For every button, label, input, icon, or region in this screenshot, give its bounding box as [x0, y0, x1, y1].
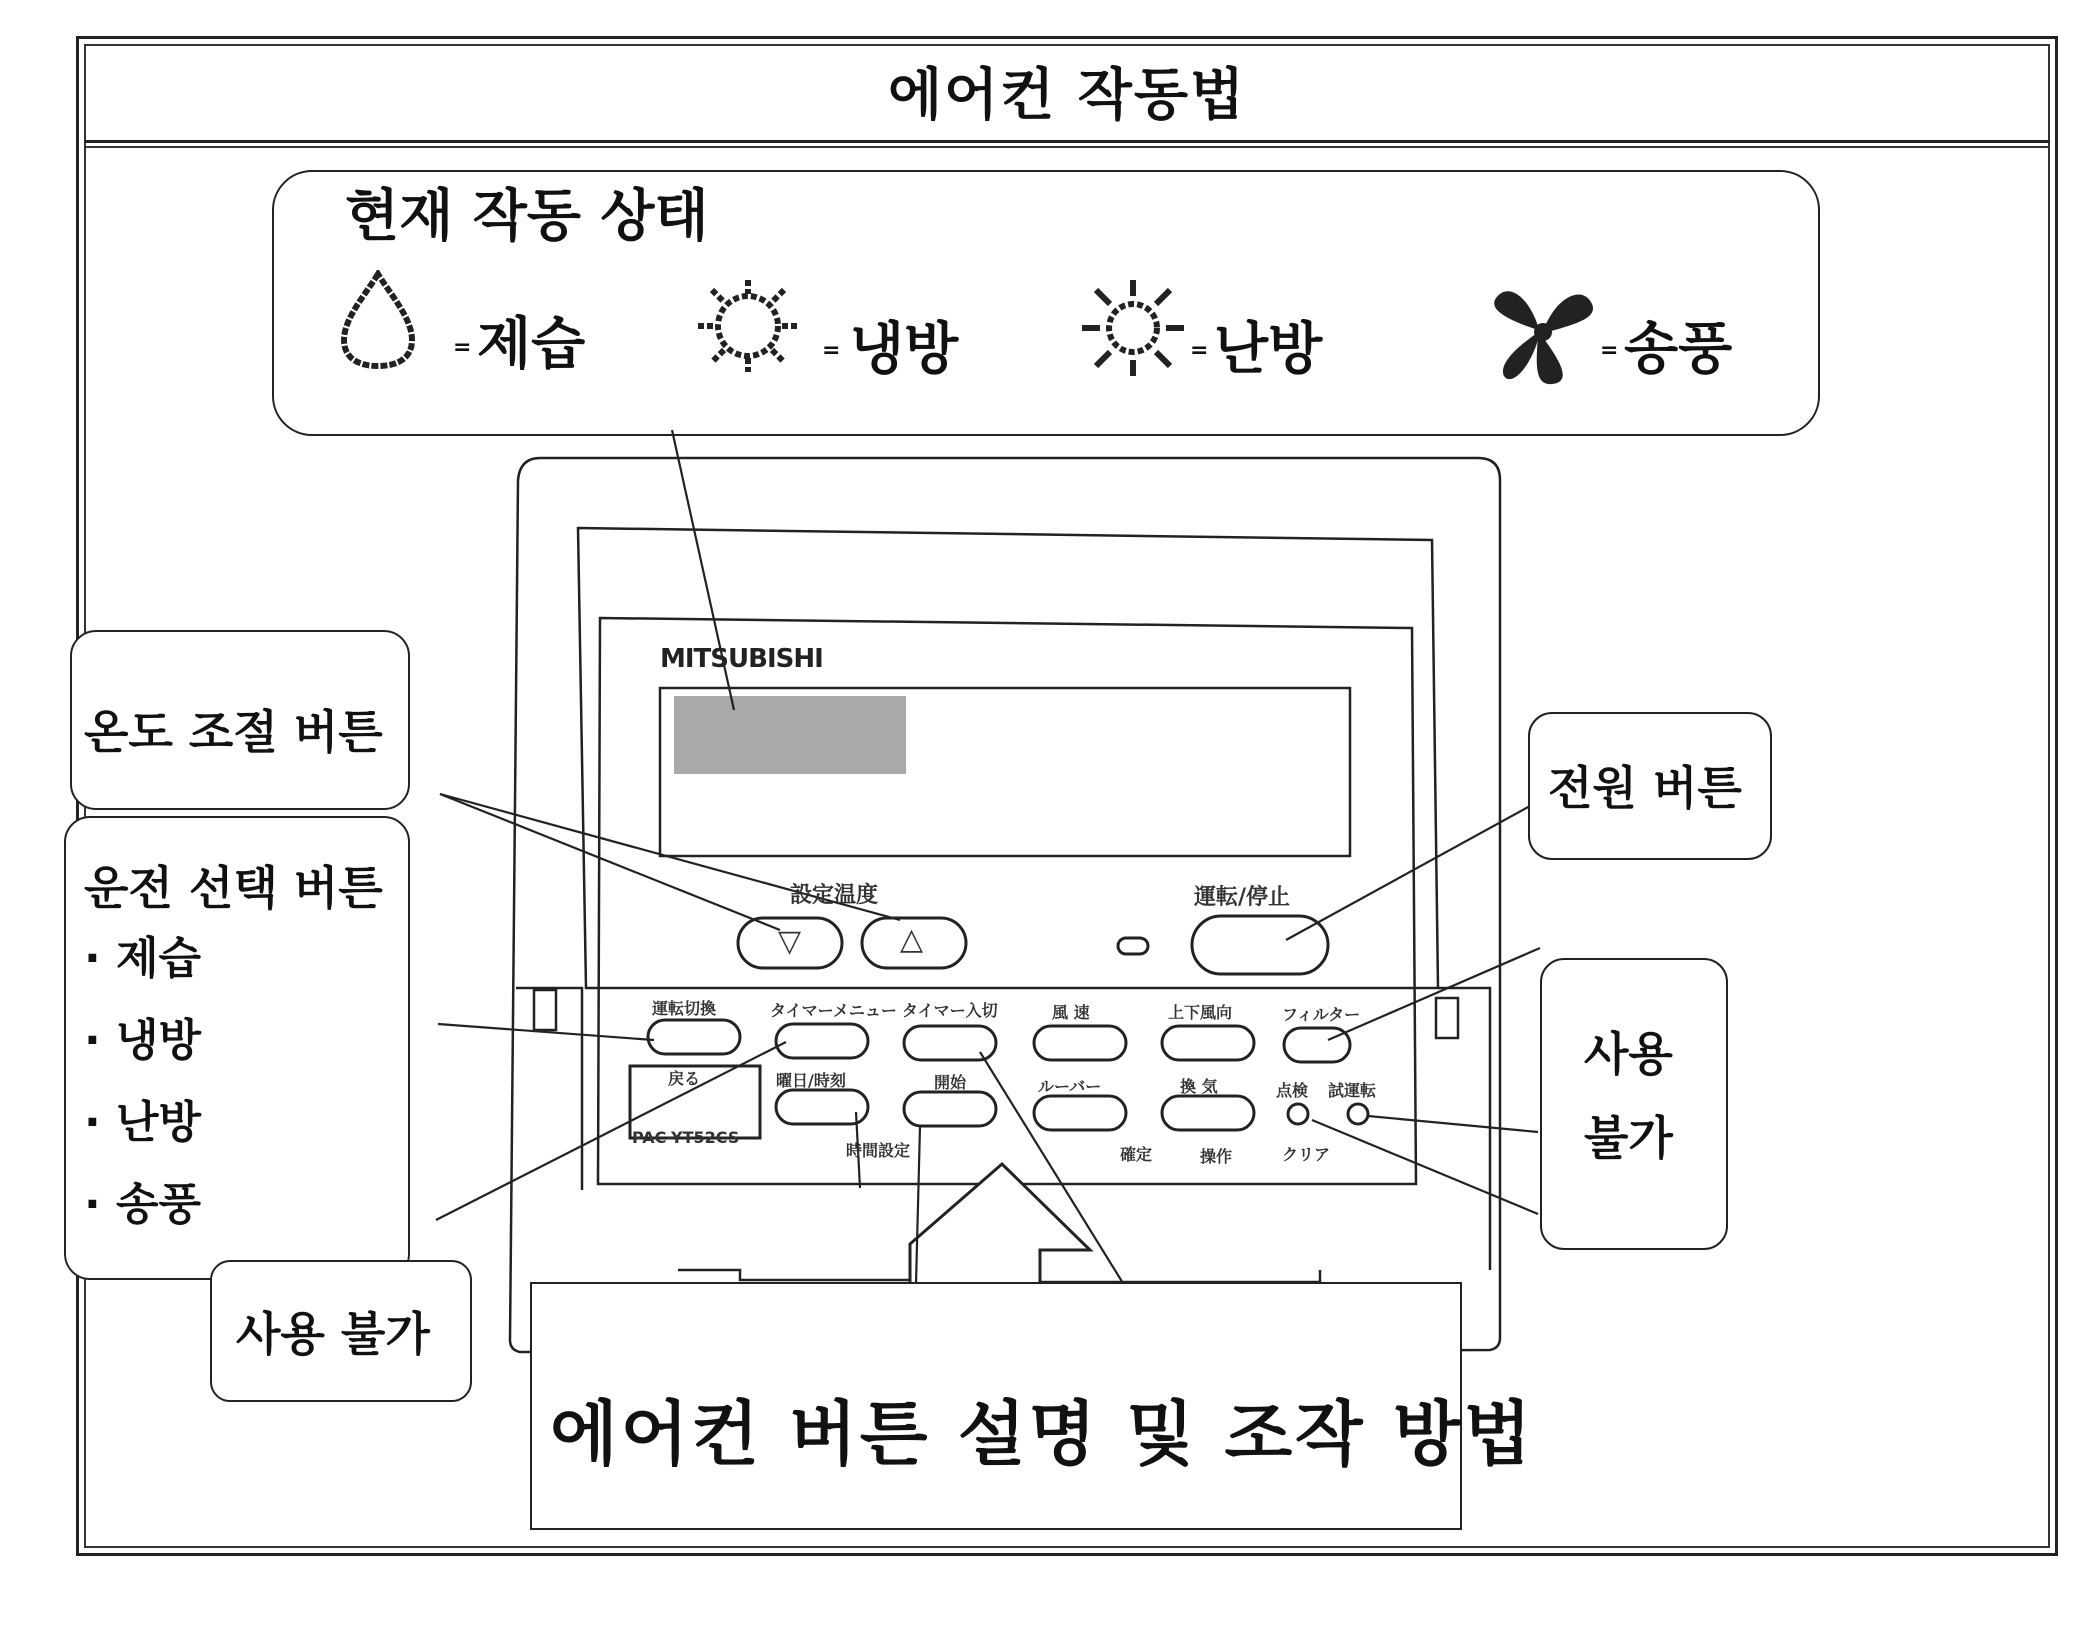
status-heading: 현재 작동 상태 — [345, 184, 709, 249]
remote-label-vane: 上下風向 — [1168, 1003, 1233, 1022]
brand-logo: MITSUBISHI — [660, 644, 823, 674]
remote-label-return: 戻る — [668, 1069, 701, 1088]
unavailable-label-right-1: 사용 — [1584, 1027, 1673, 1081]
set-temp-label: 設定温度 — [790, 883, 879, 908]
remote-label-timer-menu: タイマーメニュー — [770, 1001, 897, 1020]
remote-label-louver: ルーバー — [1038, 1077, 1102, 1096]
remote-label-time-set: 時間設定 — [846, 1141, 911, 1160]
temperature-button-label: 온도 조절 버튼 — [84, 705, 383, 759]
remote-label-start: 開始 — [934, 1073, 967, 1092]
unavailable-label-right-2: 불가 — [1584, 1111, 1673, 1165]
remote-label-filter: フィルター — [1282, 1005, 1361, 1024]
mode-select-heading: 운전 선택 버튼 — [84, 861, 383, 915]
mode-label-fan: 송풍 — [1624, 317, 1733, 382]
mode-separator: = — [453, 335, 472, 360]
mode-separator: = — [1600, 338, 1619, 363]
remote-label-operate: 操作 — [1200, 1147, 1233, 1166]
temp-up-arrow[interactable]: △ — [900, 922, 924, 957]
remote-label-day-time: 曜日/時刻 — [776, 1071, 846, 1090]
mode-label-heating: 난방 — [1214, 317, 1323, 382]
mode-separator: = — [1190, 338, 1209, 363]
remote-label-confirm: 確定 — [1120, 1145, 1153, 1164]
indicator-lamp — [1118, 938, 1148, 954]
bottom-title: 에어컨 버튼 설명 및 조작 방법 — [550, 1393, 1535, 1475]
mode-separator: = — [822, 338, 841, 363]
remote-label-mode: 運転切換 — [652, 999, 717, 1018]
temp-down-arrow[interactable]: ▽ — [778, 924, 802, 959]
remote-label-vent: 換 気 — [1180, 1077, 1218, 1096]
remote-label-check: 点検 — [1276, 1081, 1309, 1100]
power-button — [1192, 916, 1328, 974]
up-pointer-arrow — [910, 1164, 1090, 1284]
remote-label-clear: クリア — [1282, 1145, 1331, 1164]
remote-label-timer-onoff: タイマー入切 — [902, 1001, 998, 1020]
mode-label-cooling: 냉방 — [850, 317, 959, 382]
page-title: 에어컨 작동법 — [887, 63, 1247, 128]
mode-label-dehumidify: 제습 — [477, 312, 586, 377]
remote-label-fan-speed: 風 速 — [1052, 1003, 1090, 1022]
remote-model-number: PAC-YT52CS — [632, 1128, 740, 1147]
unavailable-label-bottom: 사용 불가 — [236, 1307, 430, 1361]
mode-select-item: · 냉방 — [84, 1015, 202, 1066]
mode-select-item: · 송풍 — [84, 1179, 202, 1230]
remote-label-test-run: 試運転 — [1328, 1081, 1377, 1100]
mode-select-item: · 제습 — [84, 933, 202, 984]
lcd-status-area — [674, 696, 906, 774]
mode-select-item: · 난방 — [84, 1097, 202, 1148]
power-label: 運転/停止 — [1194, 885, 1291, 910]
power-button-label: 전원 버튼 — [1548, 761, 1742, 815]
